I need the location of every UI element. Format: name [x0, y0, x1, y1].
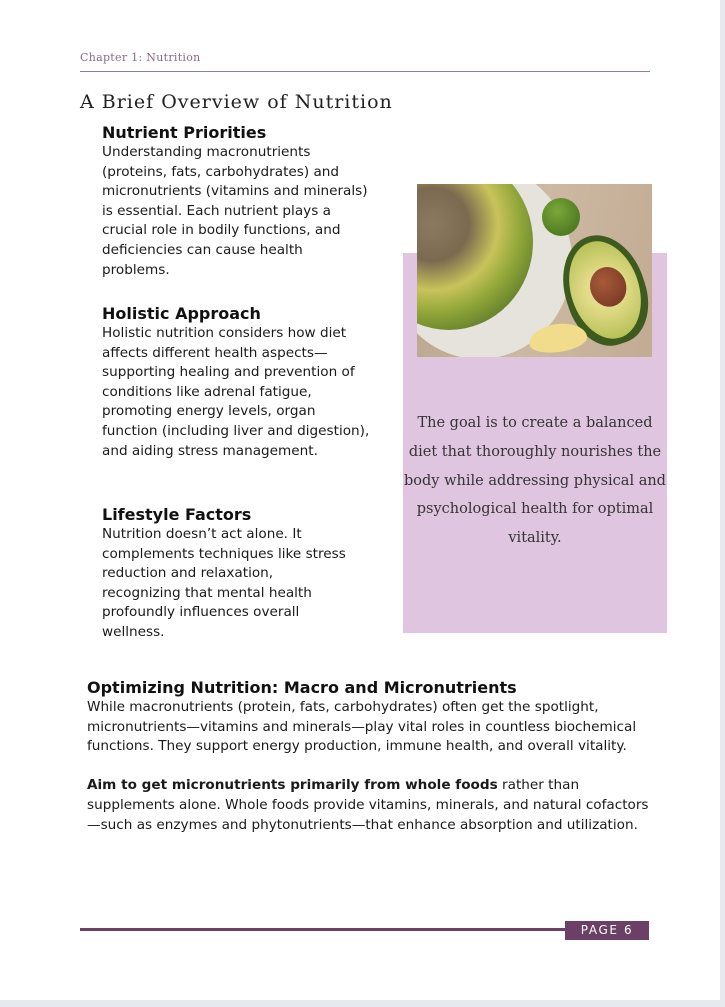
header-divider	[80, 71, 650, 72]
pull-quote: The goal is to create a balanced diet that thoroughly nourishes the body while addressing physical and psychological health for optimal vitality.	[404, 415, 666, 547]
section-heading: Lifestyle Factors	[102, 505, 252, 524]
lime	[542, 198, 580, 236]
paragraph-2-rest: rather than supplements alone. Whole foods provide vitamins, minerals, and natural cofactors—such as enzymes and phytonutrients—that enhance absorption and utilization.	[87, 777, 649, 833]
paragraph-2-bold: Aim to get micronutrients primarily from whole foods	[87, 777, 498, 794]
page-number-badge: PAGE 6	[565, 921, 649, 940]
section-text: Nutrition doesn’t act alone. It complements techniques like stress reduction and relaxation, recognizing that mental health profoundly influences overall wellness.	[102, 526, 346, 640]
chapter-header: Chapter 1: Nutrition	[80, 51, 201, 64]
section-lifestyle-factors	[102, 504, 352, 643]
section-holistic-approach	[102, 303, 372, 461]
paragraph-2	[87, 776, 657, 835]
footer-divider	[80, 928, 566, 931]
paragraph-1: While macronutrients (protein, fats, carbohydrates) often get the spotlight, micronutrients—vitamins and minerals—play vital roles in countless biochemical functions. They support energy production, immune health, and overall vitality.	[87, 699, 637, 755]
section-heading: Holistic Approach	[102, 304, 261, 323]
section-nutrient-priorities	[102, 122, 372, 280]
section-heading: Nutrient Priorities	[102, 123, 267, 142]
food-bowl-photo	[417, 184, 652, 357]
section-text: Holistic nutrition considers how diet affects different health aspects—supporting healing and prevention of conditions like adrenal fatigue, promoting energy levels, organ function (including liver and digestion), and aiding stress management.	[102, 325, 370, 459]
section-optimizing	[87, 677, 657, 835]
section-heading: Optimizing Nutrition: Macro and Micronutrients	[87, 678, 517, 697]
page-title: A Brief Overview of Nutrition	[80, 91, 393, 113]
section-text: Understanding macronutrients (proteins, fats, carbohydrates) and micronutrients (vitamins and minerals) is essential. Each nutrient plays a crucial role in bodily functions, and deficiencies can cause health problems.	[102, 144, 368, 278]
